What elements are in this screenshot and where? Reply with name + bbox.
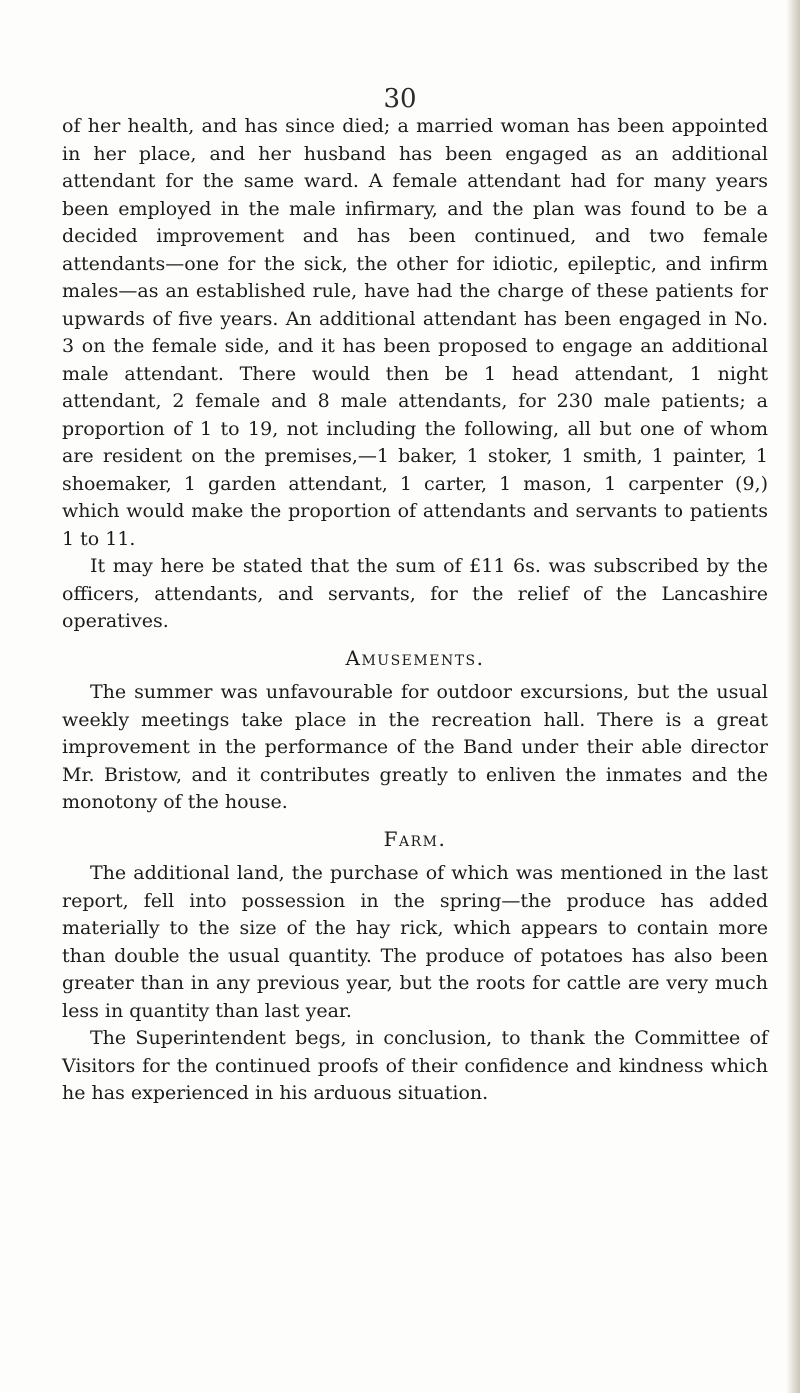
body-text — [62, 113, 768, 1108]
heading-farm: Farm. — [383, 826, 447, 851]
page-number: 30 — [383, 84, 417, 114]
paragraph-farm: The additional land, the purchase of which was mentioned in the last report, fell into possession in the spring—the produce has added materially to the size of the hay rick, which appears to contain more than double the usual quantity. The produce of potatoes has also been greater than in any previous year, but the roots for cattle are very much less in quantity than last year. — [62, 862, 768, 1022]
page-edge-shadow — [786, 0, 800, 1393]
paragraph-conclusion: The Superintendent begs, in conclusion, to thank the Committee of Visitors for the continued proofs of their confidence and kindness which he has experienced in his arduous situation. — [62, 1027, 768, 1104]
paragraph-subscription: It may here be stated that the sum of £11 6s. was subscribed by the officers, attendants, and servants, for the relief of the Lancashire operatives. — [62, 555, 768, 632]
heading-amusements: Amusements. — [345, 645, 485, 670]
paragraph-attendants: of her health, and has since died; a married woman has been appointed in her place, and her husband has been engaged as an additional attendant for the same ward. A female attendant had for many years been employed in the male infirmary, and the plan was found to be a decided improvement and has been continued, and two female attendants—one for the sick, the other for idiotic, epileptic, and infirm males—as an established rule, have had the charge of these patients for upwards of five years. An additional attendant has been engaged in No. 3 on the female side, and it has been proposed to engage an additional male attendant. There would then be 1 head attendant, 1 night attendant, 2 female and 8 male attendants, for 230 male patients; a proportion of 1 to 19, not including the following, all but one of whom are resident on the premises,—1 baker, 1 stoker, 1 smith, 1 painter, 1 shoemaker, 1 garden attendant, 1 carter, 1 mason, 1 carpenter (9,) which would make the proportion of attendants and servants to patients 1 to 11. — [62, 115, 768, 550]
paragraph-amusements: The summer was unfavourable for outdoor excursions, but the usual weekly meetings take place in the recreation hall. There is a great improvement in the performance of the Band under their able director Mr. Bristow, and it contributes greatly to enliven the inmates and the monotony of the house. — [62, 681, 768, 813]
